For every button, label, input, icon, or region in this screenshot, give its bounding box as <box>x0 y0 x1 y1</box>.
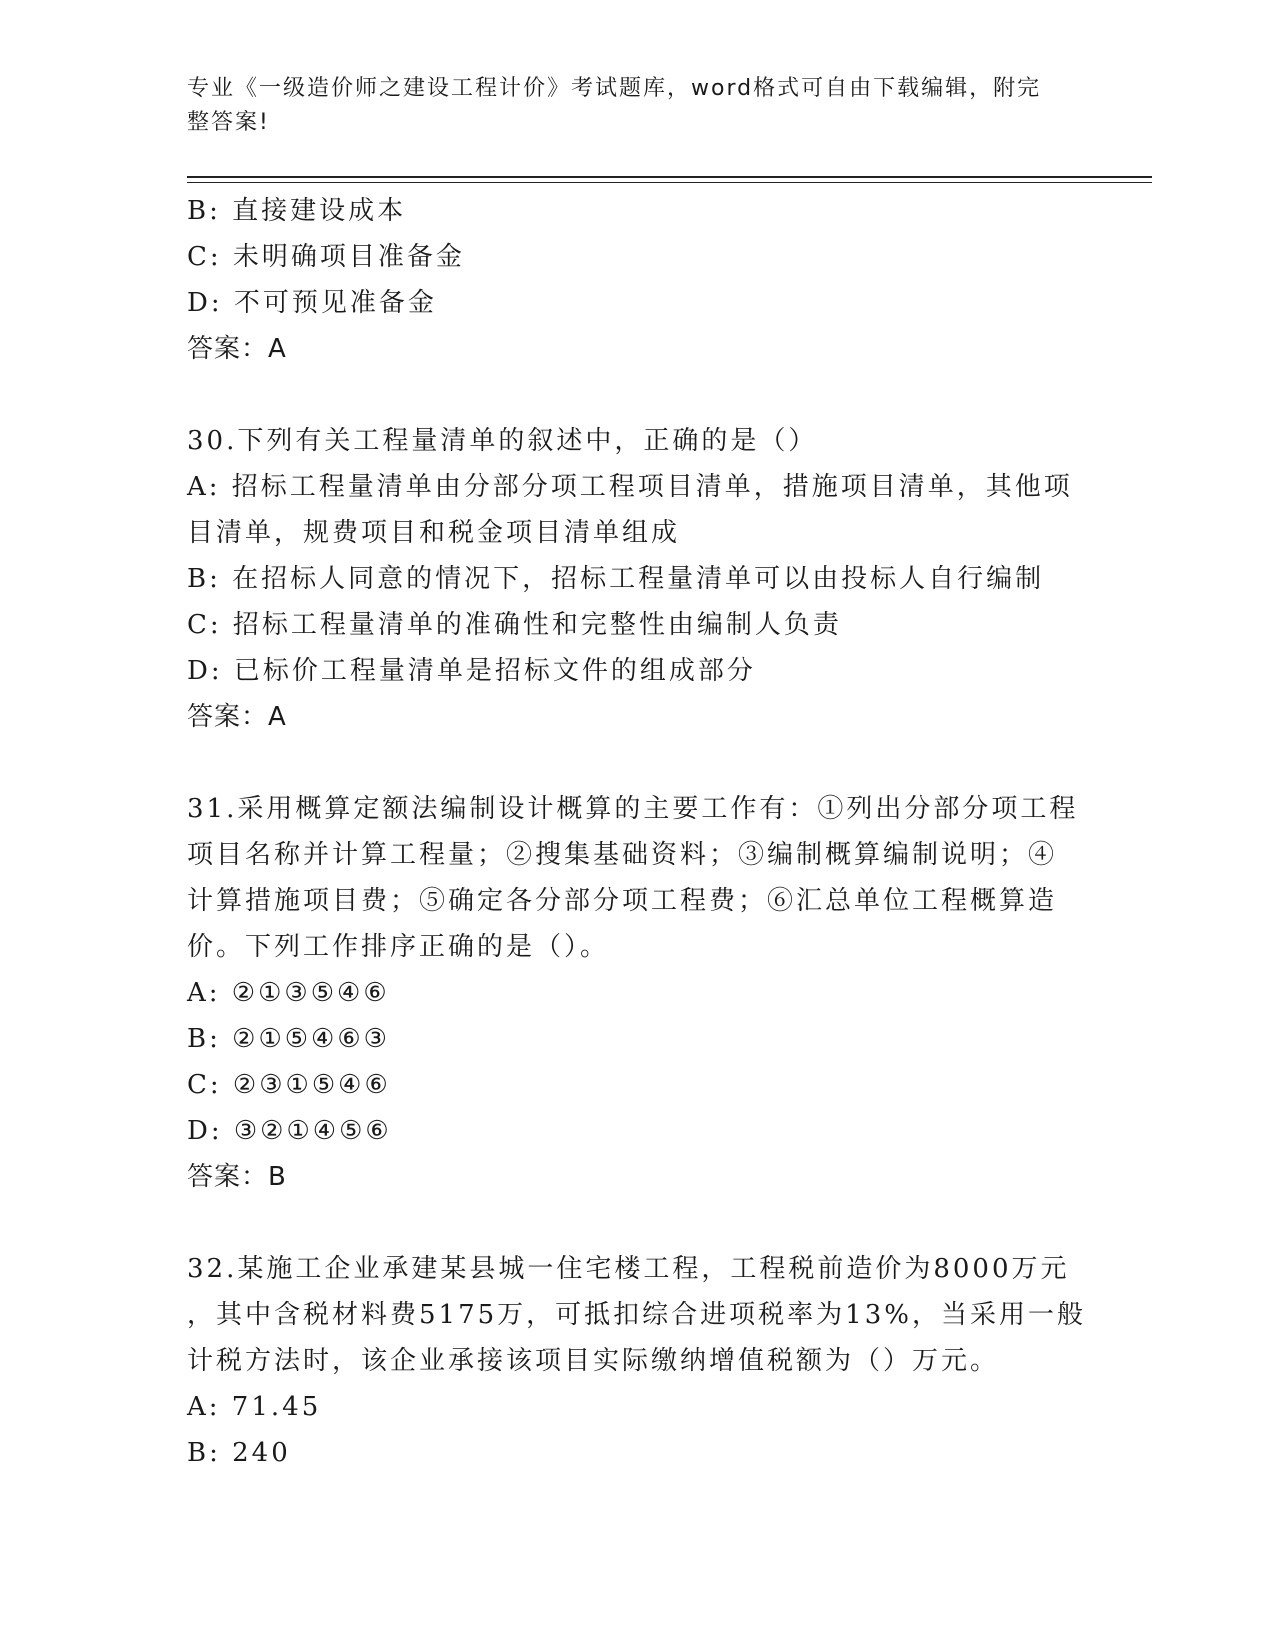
option-a: A: 招标工程量清单由分部分项工程项目清单，措施项目清单，其他项 <box>187 472 1073 502</box>
option-b: B: 直接建设成本 <box>187 196 407 226</box>
spacer <box>187 740 1077 786</box>
header-divider-thin <box>187 182 1152 183</box>
question-stem-line: 32.某施工企业承建某县城一住宅楼工程，工程税前造价为8000万元 <box>187 1254 1070 1284</box>
question-stem-line: 计算措施项目费；⑤确定各分部分项工程费；⑥汇总单位工程概算造 <box>187 886 1058 916</box>
question-stem-line: 计税方法时，该企业承接该项目实际缴纳增值税额为（）万元。 <box>187 1346 1000 1376</box>
question-stem-line: 31.采用概算定额法编制设计概算的主要工作有：①列出分部分项工程 <box>187 794 1079 824</box>
option-b: B: 在招标人同意的情况下，招标工程量清单可以由投标人自行编制 <box>187 564 1045 594</box>
question-31-block <box>187 786 1077 1200</box>
option-a: A: 71.45 <box>187 1392 322 1422</box>
question-30-block <box>187 418 1077 740</box>
question-32-block <box>187 1246 1086 1476</box>
option-d: D: 已标价工程量清单是招标文件的组成部分 <box>187 656 756 686</box>
option-a-continued: 目清单，规费项目和税金项目清单组成 <box>187 518 681 548</box>
option-a: A: ②①③⑤④⑥ <box>187 978 390 1008</box>
option-b: B: 240 <box>187 1438 291 1468</box>
question-stem-line: 价。下列工作排序正确的是（）。 <box>187 932 610 962</box>
header-divider-thick <box>187 176 1152 178</box>
option-d: D: ③②①④⑤⑥ <box>187 1116 392 1146</box>
question-stem-line: 项目名称并计算工程量；②搜集基础资料；③编制概算编制说明；④ <box>187 840 1058 870</box>
header-line-1: 专业《一级造价师之建设工程计价》考试题库，word格式可自由下载编辑，附完 <box>187 76 1042 101</box>
spacer <box>187 372 1077 418</box>
option-c: C: 招标工程量清单的准确性和完整性由编制人负责 <box>187 610 842 640</box>
question-stem: 30.下列有关工程量清单的叙述中，正确的是（） <box>187 426 818 456</box>
option-b: B: ②①⑤④⑥③ <box>187 1024 390 1054</box>
option-d: D: 不可预见准备金 <box>187 288 437 318</box>
header-line-2: 整答案! <box>187 110 270 135</box>
option-c: C: ②③①⑤④⑥ <box>187 1070 391 1100</box>
question-list <box>187 188 1086 1476</box>
answer-line: 答案：A <box>187 334 287 364</box>
document-header <box>187 72 1067 140</box>
question-29-block <box>187 188 1077 372</box>
spacer <box>187 1200 1077 1246</box>
answer-line: 答案：B <box>187 1162 287 1192</box>
answer-line: 答案：A <box>187 702 287 732</box>
option-c: C: 未明确项目准备金 <box>187 242 465 272</box>
question-stem-line: ，其中含税材料费5175万，可抵扣综合进项税率为13%，当采用一般 <box>187 1300 1086 1330</box>
